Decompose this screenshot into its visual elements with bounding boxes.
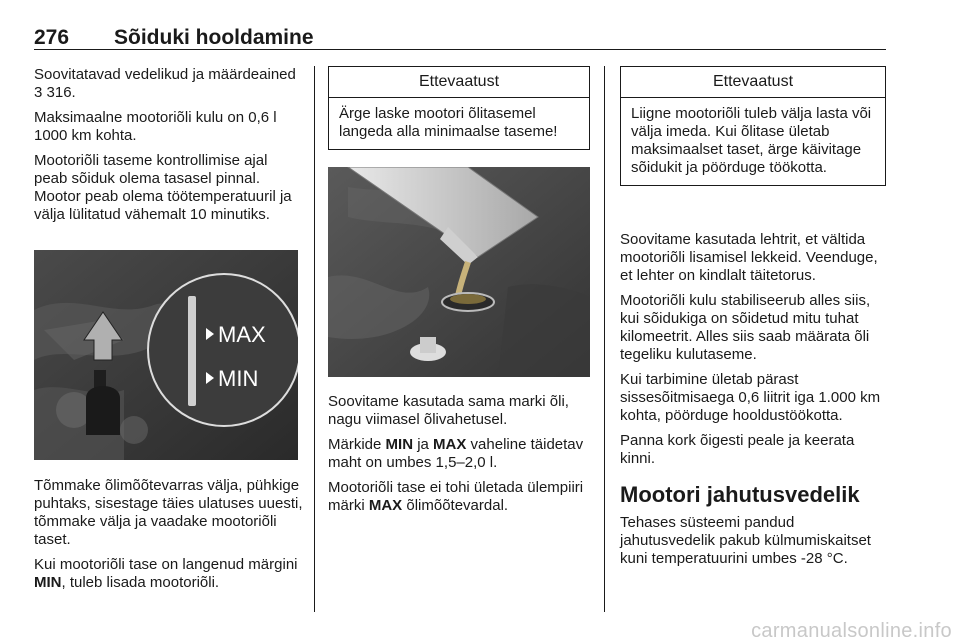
caution-text: Liigne mootoriõli tuleb välja lasta või välja imeda. Kui õlitase ületab maksimaalset taset, ärge käivitage sõidukit ja pöörduge töökotta.: [631, 105, 872, 176]
caution-title: Ettevaatust: [329, 67, 589, 98]
column-1: [34, 66, 304, 231]
paragraph: Mootoriõli tase ei tohi ületada ülempiiri märki MAX õlimõõtevardal.: [328, 479, 584, 514]
paragraph: Märkide MIN ja MAX vaheline täidetav maht on umbes 1,5–2,0 l.: [328, 436, 584, 471]
caution-box: [620, 66, 886, 186]
caution-box: [328, 66, 590, 150]
paragraph: Soovitame kasutada sama marki õli, nagu viimasel õlivahetusel.: [328, 393, 569, 428]
paragraph: Mootoriõli taseme kontrollimise ajal peab sõiduk olema tasasel pinnal. Mootor peab olema töötemperatuuril ja välja lülitatud vähemalt 10 minutiks.: [34, 152, 292, 223]
chapter-title: Sõiduki hooldamine: [114, 26, 314, 49]
oil-filling-illustration: [328, 167, 590, 377]
caution-title: Ettevaatust: [621, 67, 885, 98]
page-header: [34, 26, 886, 50]
paragraph: Soovitatavad vedelikud ja määrdeained 3 316.: [34, 66, 296, 101]
page-number: 276: [34, 26, 70, 49]
caution-text: Ärge laske mootori õlitasemel langeda alla minimaalse taseme!: [339, 105, 558, 140]
paragraph: Kui mootoriõli tase on langenud märgini MIN, tuleb lisada mootoriõli.: [34, 556, 298, 591]
paragraph: Kui tarbimine ületab pärast sissesõitmisaega 0,6 liitrit iga 1.000 km kohta, pöörduge hooldustöökotta.: [620, 371, 881, 424]
paragraph: Maksimaalne mootoriõli kulu on 0,6 l 1000 km kohta.: [34, 109, 277, 144]
paragraph: Tõmmake õlimõõtevarras välja, pühkige puhtaks, sisestage täies ulatuses uuesti, tõmmake välja ja vaadake mootoriõli taset.: [34, 477, 303, 548]
min-label: MIN: [218, 366, 259, 391]
paragraph: Panna kork õigesti peale ja keerata kinni.: [620, 432, 855, 467]
paragraph: Tehases süsteemi pandud jahutusvedelik pakub külmumiskaitset kuni temperatuurini umbes -28 °C.: [620, 514, 871, 567]
oil-pour-drawing: [328, 167, 590, 377]
dipstick-illustration: [34, 250, 298, 460]
section-heading: Mootori jahutusvedelik: [620, 482, 860, 507]
column-divider: [604, 66, 605, 612]
paragraph: Mootoriõli kulu stabiliseerub alles siis, kui sõidukiga on sõidetud mitu tuhat kilomeetrit. Alles siis saab määrata õli tegeliku kulutaseme.: [620, 292, 871, 363]
column-1-lower: [34, 477, 306, 599]
column-3-text: [620, 231, 888, 575]
watermark: carmanualsonline.info: [751, 620, 952, 642]
column-2-text: [328, 393, 594, 522]
column-divider: [314, 66, 315, 612]
engine-bay-drawing: [34, 250, 298, 460]
page-reference: 3 316.: [34, 84, 76, 101]
max-label: MAX: [218, 322, 266, 347]
paragraph: Soovitame kasutada lehtrit, et vältida mootoriõli lisamisel lekkeid. Veenduge, et lehter on kindlalt täitetorus.: [620, 231, 878, 284]
